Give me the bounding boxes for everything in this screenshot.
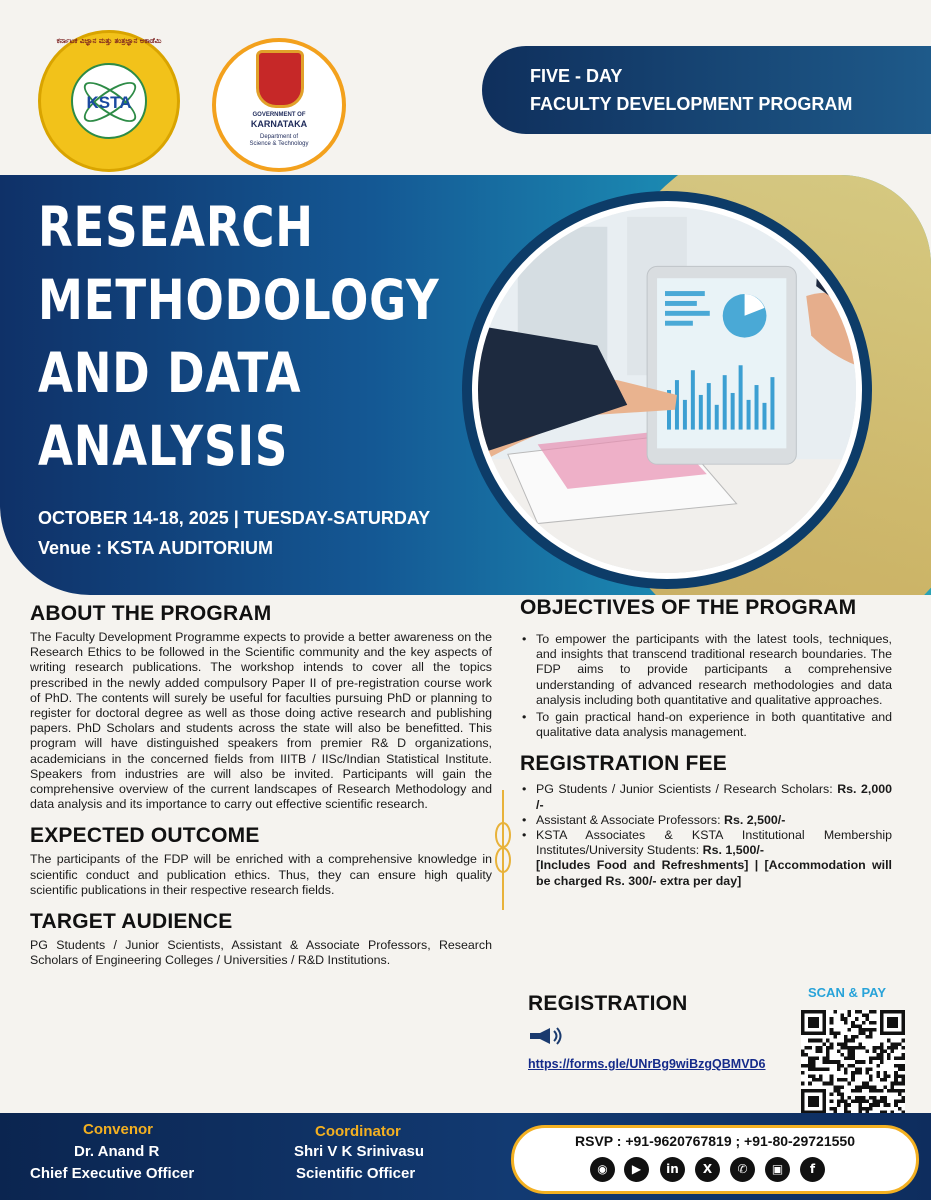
header xyxy=(0,0,931,170)
fee-label: KSTA Associates & KSTA Institutional Membership Institutes/University Students: xyxy=(536,828,892,858)
outcome-title: EXPECTED OUTCOME xyxy=(30,824,260,848)
youtube-icon[interactable]: ▶ xyxy=(624,1157,649,1182)
ksta-logo xyxy=(38,30,180,172)
convenor-name: Dr. Anand R xyxy=(74,1143,160,1160)
fee-item xyxy=(520,828,892,889)
linkedin-icon[interactable]: in xyxy=(660,1157,685,1182)
scan-pay-label: SCAN & PAY xyxy=(808,985,887,1000)
payment-qr-code[interactable] xyxy=(801,1010,905,1114)
fee-item xyxy=(520,813,892,828)
fee-note: [Includes Food and Refreshments] | [Accommodation will be charged Rs. 300/- extra per day] xyxy=(536,858,892,888)
gov-logo-line: Science & Technology xyxy=(249,141,309,147)
right-column xyxy=(520,596,892,889)
program-duration: FIVE - DAY xyxy=(530,66,623,86)
gov-logo-line: KARNATAKA xyxy=(250,119,308,129)
about-title: ABOUT THE PROGRAM xyxy=(30,602,272,625)
gov-logo-line: GOVERNMENT OF xyxy=(252,112,306,118)
gov-logo-line: Department of xyxy=(259,134,299,140)
objectives-list xyxy=(520,632,892,740)
x-icon[interactable]: X xyxy=(695,1157,720,1182)
about-text: The Faculty Development Programme expects to provide a better awareness on the Research Ethics to be followed in the Scientific community and the key aspects of writing research publications. The workshop intends to cover all the topics prescribed in the newly added compulsory Paper II of pre-registration course work of PhD. The contents will surely be useful for faculties pursuing PhD or planning to register for doctoral degree as well as those doing active research and publishing papers. PhD Scholars and students across the state will also be benefitted. This program will have distinguished speakers from premier R& D organizations, academicians in the concerned fields from IIITB / IISc/Indian Statistical Institute. Speakers from industries are will also be invited. Participants will gain the comprehensive overview of the current landscapes of Research Methodology and data analysis and its importance to carry out effective scientific research. xyxy=(30,630,492,812)
fee-title: REGISTRATION FEE xyxy=(520,752,727,776)
facebook-icon[interactable]: f xyxy=(800,1157,825,1182)
hero-photo-frame xyxy=(462,191,872,589)
fee-amount: Rs. 1,500/- xyxy=(702,843,764,858)
title-line: RESEARCH xyxy=(38,195,314,259)
coordinator-role: Coordinator xyxy=(315,1123,401,1140)
fee-list xyxy=(520,782,892,888)
hero-banner xyxy=(0,175,931,595)
fee-label: PG Students / Junior Scientists / Research Scholars: xyxy=(536,782,833,797)
title-line: AND DATA xyxy=(38,341,302,405)
globe-icon[interactable]: ◉ xyxy=(590,1157,615,1182)
rsvp-phone-numbers[interactable]: RSVP : +91-9620767819 ; +91-80-29721550 xyxy=(575,1133,855,1149)
title-line: ANALYSIS xyxy=(38,414,289,478)
outcome-text: The participants of the FDP will be enriched with a comprehensive knowledge in scientific conduct and publication ethics. Thus, they can ensure high quality scientific publications in their respective research fields. xyxy=(30,852,492,897)
registration-link[interactable]: https://forms.gle/UNrBg9wiBzgQBMVD6 xyxy=(528,1057,766,1071)
event-title xyxy=(38,191,440,483)
objectives-title: OBJECTIVES OF THE PROGRAM xyxy=(520,596,857,619)
fee-item xyxy=(520,782,892,812)
tablet-analytics-photo xyxy=(478,207,856,573)
convenor-title: Chief Executive Officer xyxy=(30,1165,195,1182)
coordinator-name: Shri V K Srinivasu xyxy=(294,1143,425,1160)
objective-item: • To gain practical hand-on experience in both quantitative and qualitative data analysis management. xyxy=(520,710,892,740)
instagram-icon[interactable]: ▣ xyxy=(765,1157,790,1182)
whatsapp-icon[interactable]: ✆ xyxy=(730,1157,755,1182)
coordinator-title: Scientific Officer xyxy=(296,1165,416,1182)
audience-title: TARGET AUDIENCE xyxy=(30,910,233,934)
title-line: METHODOLOGY xyxy=(38,268,440,332)
fee-amount: Rs. 2,000 /- xyxy=(536,782,892,812)
left-column xyxy=(30,602,492,968)
ksta-logo-arc-text: ಕರ್ನಾಟಕ ವಿಜ್ಞಾನ ಮತ್ತು ತಂತ್ರಜ್ಞಾನ ಅಕಾಡೆಮಿ xyxy=(56,37,162,45)
fee-label: Assistant & Associate Professors: xyxy=(536,812,721,827)
fee-amount: Rs. 2,500/- xyxy=(724,812,786,827)
audience-text: PG Students / Junior Scientists, Assistant & Associate Professors, Research Scholars of Engineering Colleges / Universities / R&D Institutions. xyxy=(30,938,492,968)
rsvp-contact-box xyxy=(511,1125,919,1194)
event-venue: Venue : KSTA AUDITORIUM xyxy=(38,538,274,558)
ksta-logo-text: KSTA xyxy=(86,93,132,112)
government-karnataka-logo xyxy=(212,38,346,172)
convenor-role: Convenor xyxy=(83,1121,154,1138)
objective-item: • To empower the participants with the latest tools, techniques, and insights that transcend traditional research boundaries. The FDP aims to provide participants a comprehensive understanding of advanced research methodologies and data analysis including both quantitative and qualitative approaches. xyxy=(520,632,892,708)
event-date: OCTOBER 14-18, 2025 | TUESDAY-SATURDAY xyxy=(38,508,431,528)
megaphone-icon xyxy=(528,1026,562,1046)
registration-title: REGISTRATION xyxy=(528,992,688,1015)
program-banner xyxy=(482,46,931,134)
ornament-divider-icon xyxy=(490,790,516,910)
karnataka-emblem-icon xyxy=(256,50,304,108)
program-type: FACULTY DEVELOPMENT PROGRAM xyxy=(530,94,853,114)
